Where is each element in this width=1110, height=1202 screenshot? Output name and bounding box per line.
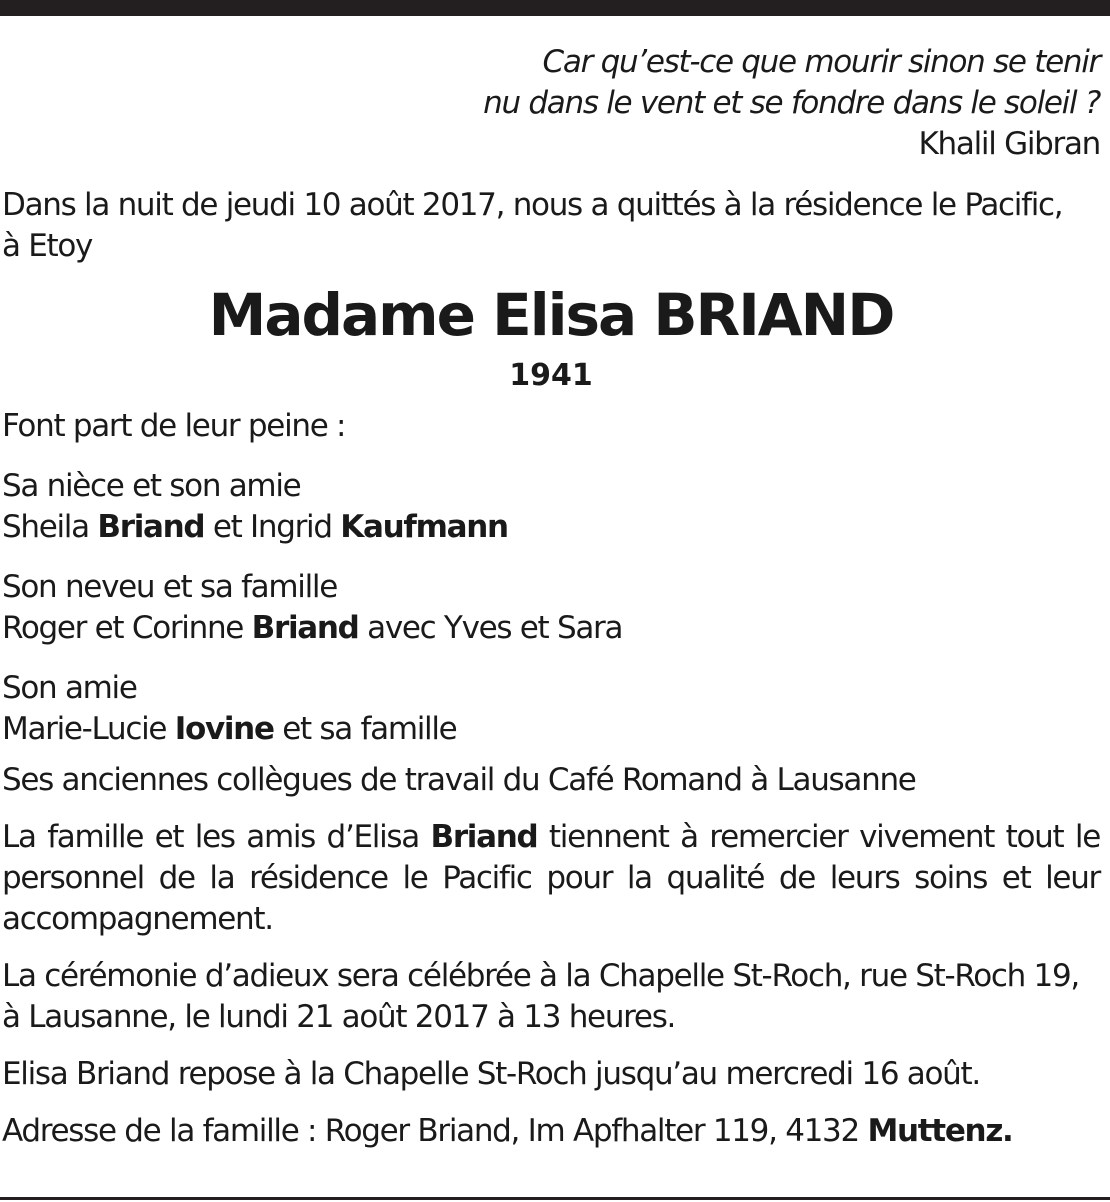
surname: Briand (430, 819, 538, 855)
obituary-notice (2, 42, 1100, 1152)
address-text: Adresse de la famille : Roger Briand, Im Apfhalter 119, 4132 (2, 1113, 868, 1149)
birth-year: 1941 (509, 358, 593, 393)
surname: Iovine (174, 711, 274, 747)
surname: Kaufmann (340, 509, 508, 545)
connector-text: et Ingrid (204, 509, 341, 545)
repose-line: Elisa Briand repose à la Chapelle St-Roch jusqu’au mercredi 16 août. (2, 1056, 980, 1092)
mourner-group-niece (2, 466, 1100, 548)
deceased-name: Madame Elisa BRIAND (208, 281, 894, 349)
first-name: Marie-Lucie (2, 711, 175, 747)
surname: Briand (97, 509, 205, 545)
mourner-group-friend (2, 668, 1100, 750)
thanks-paragraph (2, 817, 1100, 940)
thanks-text: tiennent à remercier vivement tout le personnel de la résidence le Pacific pour la qualité de leurs soins et leur accompagnement. (2, 819, 1100, 937)
relation-label: Son neveu et sa famille (2, 569, 337, 605)
mourners-intro: Font part de leur peine : (2, 408, 346, 444)
family-address (2, 1111, 1100, 1152)
relation-label: Son amie (2, 670, 137, 706)
mourner-group-nephew (2, 567, 1100, 649)
connector-text: avec Yves et Sara (358, 610, 623, 646)
relation-label: Sa nièce et son amie (2, 468, 301, 504)
address-city: Muttenz. (867, 1113, 1013, 1149)
first-name: Sheila (2, 509, 98, 545)
ceremony-line-1: La cérémonie d’adieux sera célébrée à la Chapelle St-Roch, rue St-Roch 19, (2, 958, 1079, 994)
connector-text: et sa famille (273, 711, 457, 747)
mourner-names (2, 709, 1100, 750)
mourner-names (2, 507, 1100, 548)
quote-line-1: Car qu’est-ce que mourir sinon se tenir (542, 44, 1100, 80)
top-rule (0, 0, 1110, 16)
surname: Briand (251, 610, 359, 646)
mourner-names (2, 608, 1100, 649)
epigraph-quote (2, 42, 1100, 165)
ceremony-line-2: à Lausanne, le lundi 21 août 2017 à 13 heures. (2, 999, 676, 1035)
ceremony-paragraph (2, 956, 1100, 1038)
colleagues-line: Ses anciennes collègues de travail du Café Romand à Lausanne (2, 762, 916, 798)
intro-line-2: à Etoy (2, 228, 93, 264)
quote-author: Khalil Gibran (918, 126, 1100, 162)
bottom-rule (0, 1197, 1110, 1200)
quote-line-2: nu dans le vent et se fondre dans le soleil ? (483, 85, 1100, 121)
thanks-text: La famille et les amis d’Elisa (2, 819, 431, 855)
intro-line-1: Dans la nuit de jeudi 10 août 2017, nous a quittés à la résidence le Pacific, (2, 187, 1063, 223)
death-announcement (2, 185, 1100, 267)
first-name: Roger et Corinne (2, 610, 252, 646)
